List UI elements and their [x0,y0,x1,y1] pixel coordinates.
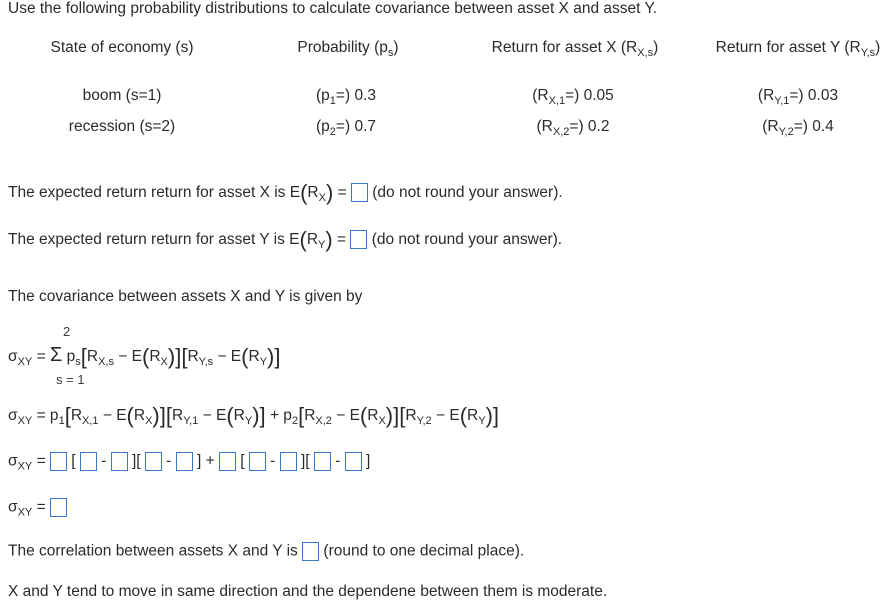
expected-return-x-line: The expected return return for asset X is $E(R_X) = (do$ not round your answer). [8,180,563,205]
row-state: boom (s=1) [82,87,162,104]
expected-return-y-input[interactable] [350,230,367,249]
covariance-expanded-formula: $\sigma_{XY} = p_1[R_{X,1} - E(R_X)][R_{Y,1} - E(R_Y)] + p_2[R_{X,2} - E(R_X)][R_{Y,2} - E(R_Y)]$ [8,403,500,428]
expected-return-y-line: The expected return return for asset Y is $E(R_Y) = (do$ not round your answer). [8,227,563,252]
correlation-input[interactable] [302,542,319,561]
row-return-x: $(R_{X,1}=)$ 0.05 [532,87,614,107]
sum-upper-limit: 2 [63,324,71,339]
covariance-intro: The covariance between assets X and Y is given by [8,288,363,305]
sigma-sum-icon: Σ [49,344,63,366]
sum-lower-limit: s = 1 [56,372,85,387]
ey-input-1[interactable] [176,452,193,471]
row-return-y: $(R_{Y,2}=)$ 0.4 [762,118,834,138]
correlation-line: The correlation between assets X and Y is (round to one decimal place). [8,542,525,560]
covariance-result-input[interactable] [50,498,67,517]
header-state: State of economy (s) [50,39,194,56]
rx1-input[interactable] [80,452,97,471]
header-probability: Probability $(p_s)$ [297,39,399,59]
row-return-y: $(R_{Y,1}=)$ 0.03 [757,87,839,107]
covariance-sum-formula: $\sigma_{XY} = \Sigma$ $p_s[R_{X,s} - E(R_X)][R_{Y,s} - E(R_Y)]$ [8,344,281,369]
row-return-x: $(R_{X,2}=)$ 0.2 [536,118,610,138]
instruction-text: Use the following probability distributions to calculate covariance between asset X and asset Y. [8,0,658,17]
row-probability: $(p_1=)$ 0.3 [315,87,377,107]
covariance-result-line: $\sigma_{XY}$ = [8,498,67,517]
rx2-input[interactable] [249,452,266,471]
ex-input-1[interactable] [111,452,128,471]
conclusion-text: X and Y tend to move in same direction and the dependene between them is moderate. [8,583,608,600]
ry1-input[interactable] [145,452,162,471]
ex-input-2[interactable] [280,452,297,471]
ey-input-2[interactable] [345,452,362,471]
expected-return-x-input[interactable] [351,183,368,202]
p2-input[interactable] [219,452,236,471]
row-probability: $(p_2=)$ 0.7 [315,118,377,138]
covariance-substitution-line: $\sigma_{XY}$ = [ - ][ - ] + [ - ][ - ] [8,452,371,473]
p1-input[interactable] [50,452,67,471]
ry2-input[interactable] [314,452,331,471]
row-state: recession (s=2) [68,118,176,135]
header-return-x: Return for asset X $(R_{X,s})$ [491,39,659,59]
header-return-y: Return for asset Y $(R_{Y,s})$ [715,39,881,59]
